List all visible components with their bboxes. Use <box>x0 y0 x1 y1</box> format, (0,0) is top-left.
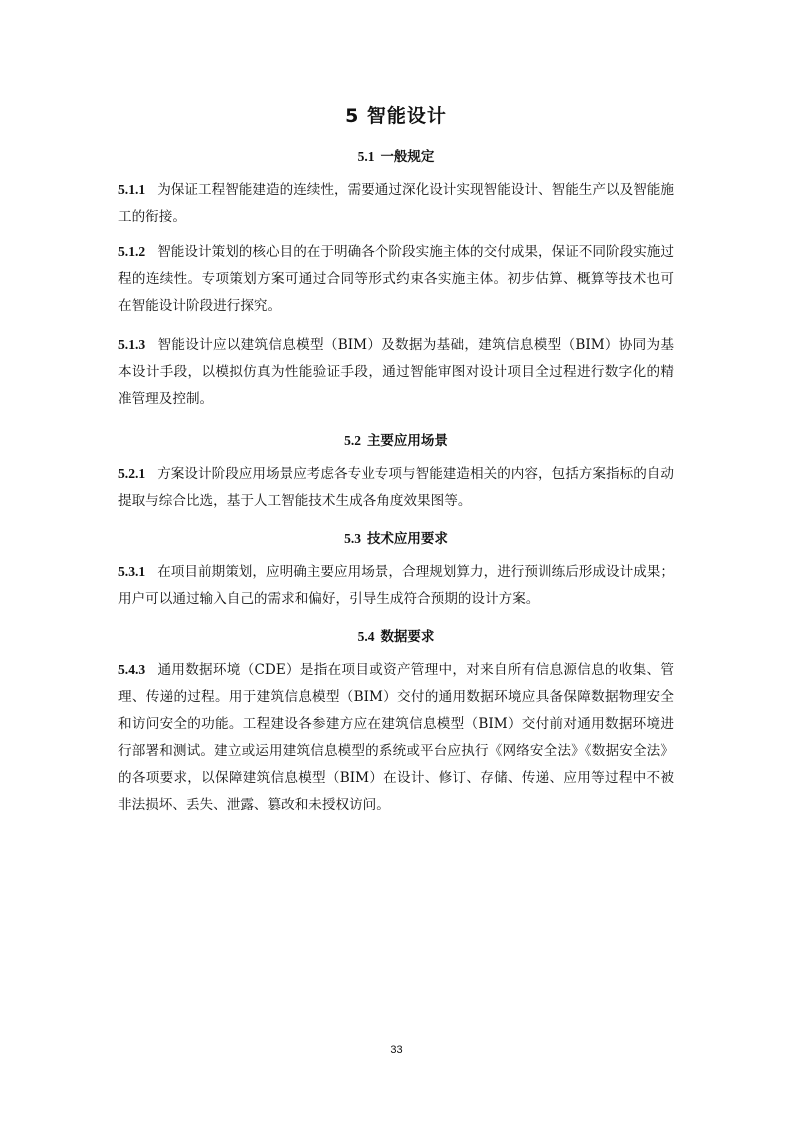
section-heading: 数据要求 <box>380 629 435 645</box>
clause-number: 5.3.1 <box>118 564 146 579</box>
section-number: 5.1 <box>357 149 375 164</box>
clause-text: 方案设计阶段应用场景应考虑各专业专项与智能建造相关的内容，包括方案指标的自动提取与综合比选，基于人工智能技术生成各角度效果图等。 <box>118 466 674 509</box>
section-number: 5.2 <box>344 433 361 448</box>
clause-5-4-3 <box>118 656 674 819</box>
section-heading: 一般规定 <box>380 149 435 165</box>
clause-number: 5.1.1 <box>118 182 146 197</box>
clause-number: 5.4.3 <box>118 662 146 677</box>
clause-5-1-1 <box>118 176 674 231</box>
clause-text: 在项目前期策划，应明确主要应用场景，合理规划算力，进行预训练后形成设计成果；用户可以通过输入自己的需求和偏好，引导生成符合预期的设计方案。 <box>118 564 674 607</box>
section-number: 5.4 <box>357 629 375 644</box>
section-heading: 主要应用场景 <box>366 433 448 449</box>
clause-number: 5.2.1 <box>118 466 146 481</box>
section-heading: 技术应用要求 <box>366 531 448 547</box>
clause-number: 5.1.2 <box>118 244 146 259</box>
section-number: 5.3 <box>344 531 361 546</box>
clause-text: 通用数据环境（CDE）是指在项目或资产管理中，对来自所有信息源信息的收集、管理、传递的过程。用于建筑信息模型（BIM）交付的通用数据环境应具备保障数据物理安全和访问安全的功能。工程建设各参建方应在建筑信息模型（BIM）交付前对通用数据环境进行部署和测试。建立或运用建筑信息模型的系统或平台应执行《网络安全法》《数据安全法》的各项要求，以保障建筑信息模型（BIM）在设计、修订、存储、传递、应用等过程中不被非法损坏、丢失、泄露、篡改和未授权访问。 <box>118 662 674 813</box>
section-title-5-4 <box>118 627 674 647</box>
chapter-title: 5 智能设计 <box>345 105 447 127</box>
page-number: 33 <box>390 1044 403 1056</box>
clause-text: 智能设计策划的核心目的在于明确各个阶段实施主体的交付成果，保证不同阶段实施过程的连续性。专项策划方案可通过合同等形式约束各实施主体。初步估算、概算等技术也可在智能设计阶段进行探究。 <box>118 244 674 314</box>
clause-5-1-2 <box>118 238 674 320</box>
section-title-5-2 <box>118 431 674 451</box>
clause-5-1-3 <box>118 331 674 413</box>
section-title-5-3 <box>118 529 674 549</box>
clause-5-3-1 <box>118 558 674 613</box>
clause-text: 智能设计应以建筑信息模型（BIM）及数据为基础，建筑信息模型（BIM）协同为基本设计手段，以模拟仿真为性能验证手段，通过智能审图对设计项目全过程进行数字化的精准管理及控制。 <box>118 337 674 407</box>
clause-5-2-1 <box>118 460 674 515</box>
clause-number: 5.1.3 <box>118 337 146 352</box>
clause-text: 为保证工程智能建造的连续性，需要通过深化设计实现智能设计、智能生产以及智能施工的衔接。 <box>118 182 674 225</box>
section-title-5-1 <box>118 147 674 167</box>
